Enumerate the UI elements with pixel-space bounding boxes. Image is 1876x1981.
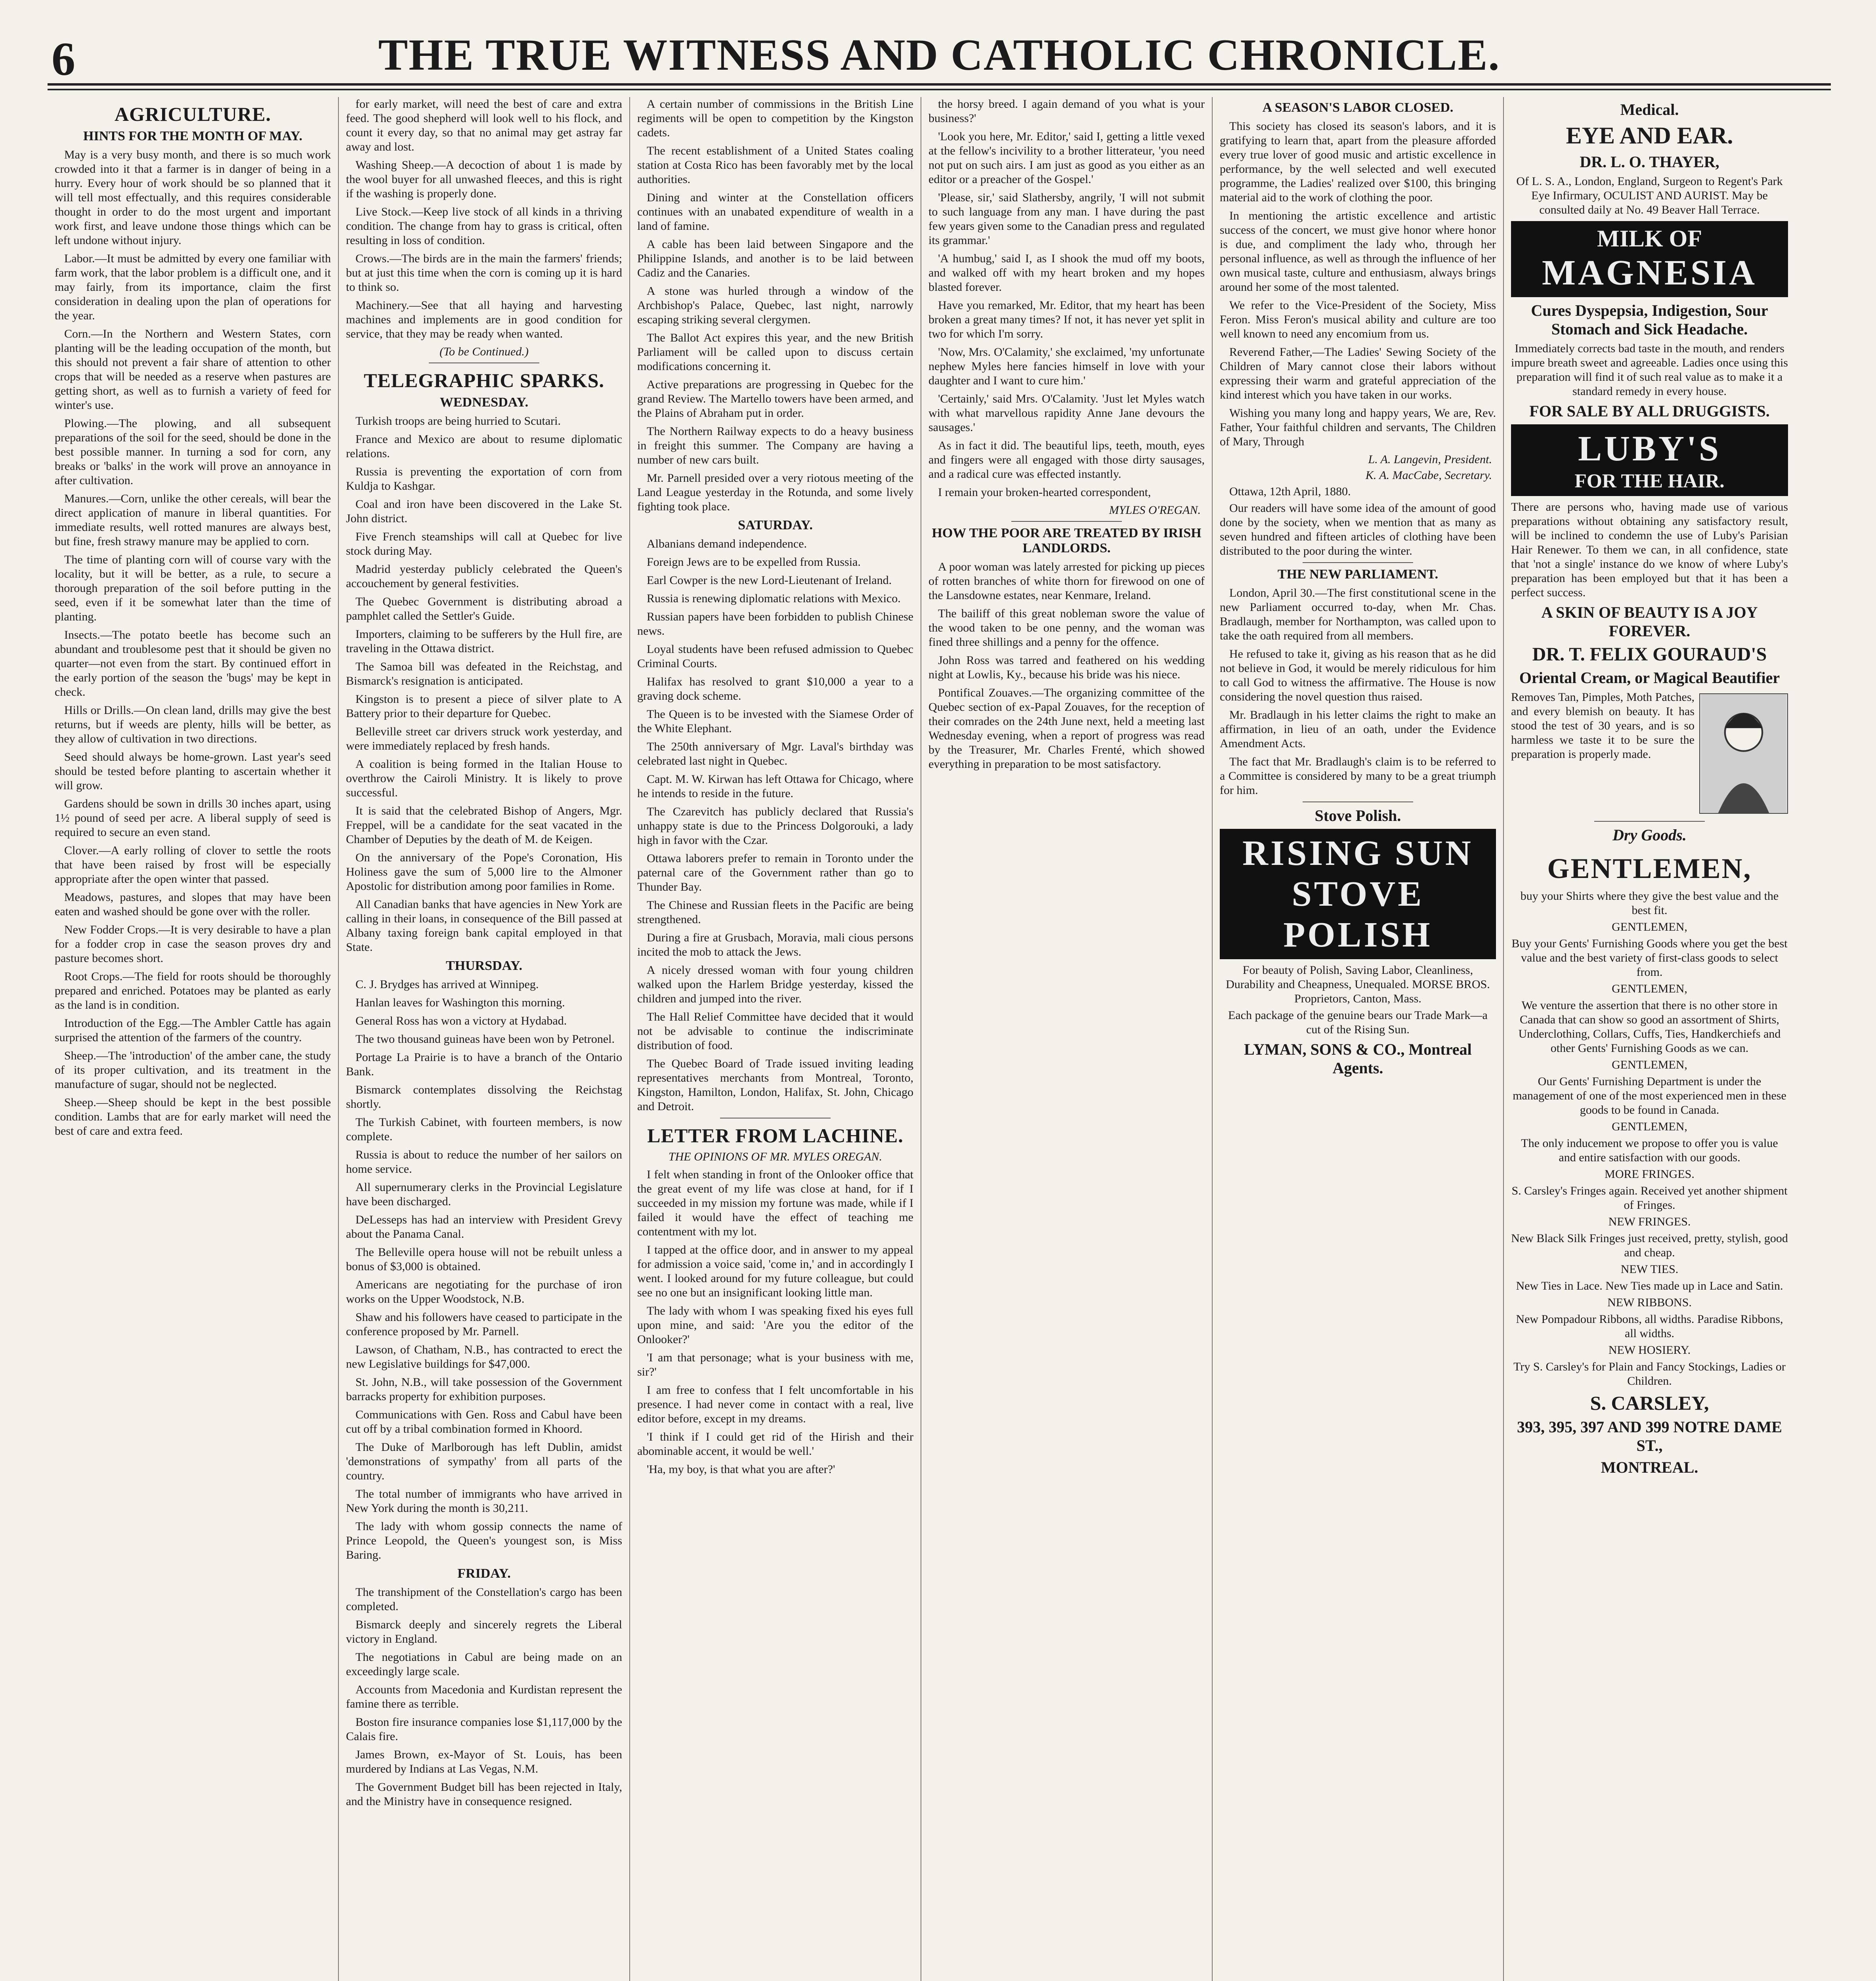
- paragraph: I am free to confess that I felt uncomfortable in his presence. I had never come in contact with a real, live editor before, except in my dreams.: [637, 1384, 913, 1425]
- news-item: Russia is renewing diplomatic relations with Mexico.: [647, 592, 901, 605]
- ad-line: S. Carsley's Fringes again. Received yet another shipment of Fringes.: [1511, 1184, 1788, 1212]
- news-item: Lawson, of Chatham, N.B., has contracted to erect the new Legislative buildings for $47,000.: [346, 1343, 622, 1370]
- paragraph: The time of planting corn will of course vary with the locality, but it will be better, as a rule, to secure a thorough preparation of the soil before putting in the seed, even if it be somewhat later than the time of planting.: [55, 553, 331, 623]
- paragraph: Wishing you many long and happy years, We are, Rev. Father, Your faithful children and servants, The Children of Mary, Through: [1220, 407, 1496, 448]
- season-text: [1220, 119, 1496, 449]
- beauty-heading: A SKIN OF BEAUTY IS A JOY FOREVER.: [1541, 603, 1758, 640]
- carsley-items: [1511, 1167, 1788, 1388]
- paragraph: Root Crops.—The field for roots should be thoroughly prepared and enriched. Potatoes may be planted as early as the land is in condition.: [55, 970, 331, 1011]
- letter-continued-text: [928, 97, 1205, 500]
- news-item: Importers, claiming to be sufferers by the Hull fire, are traveling in the Ottawa district.: [346, 628, 622, 655]
- news-item: The Quebec Government is distributing abroad a pamphlet called the Settler's Guide.: [346, 595, 622, 622]
- parliament-text: [1220, 586, 1496, 798]
- news-item: Shaw and his followers have ceased to participate in the conference proposed by Mr. Parnell.: [346, 1311, 622, 1338]
- paragraph: New Fodder Crops.—It is very desirable to have a plan for a fodder crop in case the season proves dry and pasture becomes short.: [55, 923, 331, 965]
- column-agriculture: [48, 97, 339, 1981]
- column-season-parliament: [1213, 97, 1504, 1981]
- hints-subheading: HINTS FOR THE MONTH OF MAY.: [83, 129, 302, 143]
- news-item: General Ross has won a victory at Hydabad.: [355, 1014, 567, 1027]
- news-item: Earl Cowper is the new Lord-Lieutenant of Ireland.: [647, 574, 892, 587]
- lubys-subtitle: FOR THE HAIR.: [1574, 469, 1725, 492]
- telegraphic-heading: TELEGRAPHIC SPARKS.: [363, 369, 605, 391]
- wednesday-label: WEDNESDAY.: [439, 395, 529, 410]
- stove-polish-title: STOVE POLISH: [1283, 874, 1433, 954]
- news-item: Bismarck deeply and sincerely regrets the Liberal victory in England.: [346, 1618, 622, 1645]
- letter-heading: LETTER FROM LACHINE.: [647, 1124, 904, 1147]
- news-item: All Canadian banks that have agencies in New York are calling in their loans, in consequence of the Bill passed at Albany taxing foreign bank capital employed in that State.: [346, 898, 622, 954]
- ad-line: NEW FRINGES.: [1608, 1215, 1691, 1228]
- paragraph: Seed should always be home-grown. Last year's seed should be tested before planting to ascertain whether it will grow.: [55, 750, 331, 792]
- magnesia-title-1: MILK OF: [1597, 225, 1702, 252]
- ad-line: NEW TIES.: [1620, 1263, 1679, 1276]
- news-item: The Hall Relief Committee have decided that it would not be advisable to continue the indiscriminate distribution of food.: [637, 1010, 913, 1052]
- magnesia-text: Immediately corrects bad taste in the mouth, and renders impure breath sweet and agreeable. Ladies once using this preparation will find it of such real value as to make it a standard remedy in every house.: [1511, 342, 1788, 398]
- ad-line: We venture the assertion that there is no other store in Canada that can show so good an assortment of Shirts, Underclothing, Collars, Cuffs, Ties, Handkerchiefs and other Gents' Furnishing Goods as we can.: [1518, 999, 1781, 1055]
- news-item: Portage La Prairie is to have a branch of the Ontario Bank.: [346, 1051, 622, 1078]
- magnesia-cures: Cures Dyspepsia, Indigestion, Sour Stomach and Sick Headache.: [1531, 302, 1768, 338]
- news-item: A nicely dressed woman with four young children walked upon the Harlem Bridge yesterday, kissed the children and jumped into the river.: [637, 964, 913, 1005]
- news-item: Communications with Gen. Ross and Cabul have been cut off by a tribal combination formed in Khoord.: [346, 1408, 622, 1435]
- news-item: Hanlan leaves for Washington this morning.: [355, 996, 565, 1009]
- paragraph: Washing Sheep.—A decoction of about 1 is made by the wool buyer for all unwashed fleeces, and this is right if the washing is properly done.: [346, 158, 622, 200]
- news-item: Belleville street car drivers struck work yesterday, and were immediately replaced by fresh hands.: [346, 725, 622, 752]
- paragraph: Manures.—Corn, unlike the other cereals, will bear the direct application of manure in liberal quantities. For immediate results, well rotted manures are always best, but fine, fresh strawy manure may be applied to corn.: [55, 492, 331, 548]
- news-item: Russian papers have been forbidden to publish Chinese news.: [637, 610, 913, 637]
- gentlemen-heading: GENTLEMEN,: [1547, 853, 1752, 884]
- news-item: Foreign Jews are to be expelled from Russia.: [647, 555, 861, 569]
- paragraph: Labor.—It must be admitted by every one familiar with farm work, that the labor problem is a difficult one, and it may fairly, from its importance, claim the first consideration in dealing upon the plan of operations for the year.: [55, 252, 331, 322]
- stove-polish-trademark: Each package of the genuine bears our Trade Mark—a cut of the Rising Sun.: [1228, 1009, 1488, 1036]
- paragraph: London, April 30.—The first constitutional scene in the new Parliament occurred to-day, when Mr. Chas. Bradlaugh, member for Northampton, was called upon to take the oath required from all members.: [1220, 586, 1496, 642]
- signature: MYLES O'REGAN.: [1109, 504, 1201, 517]
- thursday-items: [346, 977, 622, 1562]
- news-item: Russia is about to reduce the number of her sailors on home service.: [346, 1148, 622, 1176]
- stove-polish-agents: LYMAN, SONS & CO., Montreal Agents.: [1244, 1040, 1472, 1077]
- ad-line: Try S. Carsley's for Plain and Fancy Stockings, Ladies or Children.: [1513, 1360, 1786, 1387]
- news-item: The Turkish Cabinet, with fourteen members, is now complete.: [346, 1116, 622, 1143]
- ad-line: The only inducement we propose to offer you is value and entire satisfaction with our goods.: [1521, 1137, 1778, 1164]
- paragraph: Live Stock.—Keep live stock of all kinds in a thriving condition. The change from hay to grass is critical, often resulting in loss of condition.: [346, 205, 622, 247]
- news-item: Five French steamships will call at Quebec for live stock during May.: [346, 530, 622, 557]
- news-item: France and Mexico are about to resume diplomatic relations.: [346, 433, 622, 460]
- agriculture-text: [55, 148, 331, 1138]
- page-number: 6: [52, 32, 75, 85]
- friday-items: [346, 1585, 622, 1809]
- news-item: The Chinese and Russian fleets in the Pacific are being strengthened.: [637, 899, 913, 926]
- woman-portrait-image: [1699, 693, 1788, 814]
- wednesday-items: [346, 414, 622, 954]
- column-letter-landlords: [921, 97, 1213, 1981]
- news-item: Albanians demand independence.: [647, 537, 807, 550]
- saturday-items: [637, 537, 913, 1114]
- paragraph: Meadows, pastures, and slopes that may have been eaten and washed should be gone over with the roller.: [55, 891, 331, 918]
- landlords-heading: HOW THE POOR ARE TREATED BY IRISH LANDLORDS.: [932, 526, 1202, 555]
- news-item: The two thousand guineas have been won by Petronel.: [355, 1032, 615, 1046]
- ad-line: GENTLEMEN,: [1612, 982, 1687, 995]
- gouraud-name: DR. T. FELIX GOURAUD'S: [1532, 644, 1767, 665]
- ad-line: Buy your Gents' Furnishing Goods where you get the best value and the best variety of first-class goods to select from.: [1511, 937, 1788, 979]
- news-item: The Belleville opera house will not be rebuilt unless a bonus of $3,000 is obtained.: [346, 1246, 622, 1273]
- paragraph: Sheep.—Sheep should be kept in the best possible condition. Lambs that are for early market will need the best of care and extra feed.: [55, 1096, 331, 1137]
- carsley-address: 393, 395, 397 AND 399 NOTRE DAME ST.,: [1517, 1418, 1782, 1454]
- friday-label: FRIDAY.: [457, 1566, 511, 1581]
- paragraph: Machinery.—See that all haying and harvesting machines and implements are in good condition for service, that they may be ready when wanted.: [346, 299, 622, 340]
- news-item: Kingston is to present a piece of silver plate to A Battery prior to their departure for Quebec.: [346, 693, 622, 720]
- news-item: St. John, N.B., will take possession of the Government barracks property for exhibition purposes.: [346, 1376, 622, 1403]
- lubys-title: LUBY'S: [1578, 429, 1721, 468]
- news-item: DeLesseps has had an interview with President Grevy about the Panama Canal.: [346, 1213, 622, 1241]
- paragraph: John Ross was tarred and feathered on his wedding night at Lowlis, Ky., because his bride was his niece.: [928, 654, 1205, 681]
- ad-line: MORE FRINGES.: [1605, 1168, 1695, 1181]
- doctor-name: DR. L. O. THAYER,: [1580, 153, 1719, 171]
- news-item: The transhipment of the Constellation's cargo has been completed.: [346, 1586, 622, 1613]
- paragraph: 'Ha, my boy, is that what you are after?': [647, 1463, 835, 1476]
- news-item: James Brown, ex-Mayor of St. Louis, has been murdered by Indians at Las Vegas, N.M.: [346, 1748, 622, 1775]
- paragraph: Sheep.—The 'introduction' of the amber cane, the study of its proper cultivation, and its treatment in the manufacture of sugar, should not be neglected.: [55, 1049, 331, 1091]
- letter-date: Ottawa, 12th April, 1880.: [1229, 485, 1351, 498]
- rising-sun-ad: [1220, 829, 1496, 959]
- paragraph: for early market, will need the best of care and extra feed. The good shepherd will look well to his flock, and count it every day, so that no animal may get astray far away and lost.: [346, 97, 622, 153]
- eye-ear-heading: EYE AND EAR.: [1566, 122, 1733, 149]
- paragraph: Insects.—The potato beetle has become such an abundant and troublesome pest that it should be given no quarter—not even from the start. By continued effort in the early portion of the season the 'bugs' may be kept in check.: [55, 628, 331, 699]
- oriental-cream: Oriental Cream, or Magical Beautifier: [1519, 669, 1780, 687]
- column-telegraphic: [339, 97, 630, 1981]
- news-item: Dining and winter at the Constellation officers continues with an unabated expenditure of wealth in a land of famine.: [637, 191, 913, 233]
- paragraph: Crows.—The birds are in the main the farmers' friends; but at just this time when the corn is coming up it is hard to think so.: [346, 252, 622, 294]
- paragraph: Mr. Bradlaugh in his letter claims the right to make an affirmation, in lieu of an oath, under the Evidence Amendment Acts.: [1220, 708, 1496, 750]
- divider: [1594, 821, 1705, 822]
- news-item: The 250th anniversary of Mgr. Laval's birthday was celebrated last night in Quebec.: [637, 740, 913, 767]
- paragraph: The bailiff of this great nobleman swore the value of the wood taken to be one penny, and the woman was fined three shillings and a penny for the offence.: [928, 607, 1205, 649]
- news-item: Turkish troops are being hurried to Scutari.: [355, 414, 561, 427]
- paragraph: 'I think if I could get rid of the Hirish and their abominable accent, it would be well.': [637, 1430, 913, 1458]
- paragraph: 'Certainly,' said Mrs. O'Calamity. 'Just let Myles watch with what marvellous rapidity Anne Jane devours the sausages.': [928, 392, 1205, 434]
- paragraph: In mentioning the artistic excellence and artistic success of the concert, we must give honor where honor is due, and compliment the lady who, through her personal influence, as well as through the influence of her own musical taste, culture and enthusiasm, always brings around her some of the most talented.: [1220, 209, 1496, 294]
- paragraph: I remain your broken-hearted correspondent,: [938, 486, 1151, 499]
- ad-line: New Ties in Lace. New Ties made up in Lace and Satin.: [1516, 1279, 1783, 1292]
- news-item: Russia is preventing the exportation of corn from Kuldja to Kashgar.: [346, 465, 622, 492]
- news-item: Mr. Parnell presided over a very riotous meeting of the Land League yesterday in the Rotunda, and some lively fighting took place.: [637, 471, 913, 513]
- news-item: Madrid yesterday publicly celebrated the Queen's accouchement by general festivities.: [346, 563, 622, 590]
- beauty-text: Removes Tan, Pimples, Moth Patches, and every blemish on beauty. It has stood the test of 30 years, and is so harmless we taste it to be sure the preparation is properly made.: [1511, 691, 1695, 761]
- paragraph: Plowing.—The plowing, and all subsequent preparations of the soil for the seed, should be done in the best possible manner. In turning a sod for corn, any breaks or 'balks' in the work will prove an annoyance in after cultivation.: [55, 417, 331, 487]
- paragraph: Introduction of the Egg.—The Ambler Cattle has again surprised the attention of the farmers of the country.: [55, 1017, 331, 1044]
- paragraph: As in fact it did. The beautiful lips, teeth, mouth, eyes and fingers were all engaged with those dirty sausages, and a radical cure was effected instantly.: [928, 439, 1205, 481]
- magnesia-ad: [1511, 221, 1788, 297]
- letter-text: [637, 1168, 913, 1477]
- paragraph: Reverend Father,—The Ladies' Sewing Society of the Children of Mary cannot close their labors without expressing their warm and grateful appreciation of the kind interest which you have taken in our works.: [1220, 345, 1496, 401]
- news-item: Coal and iron have been discovered in the Lake St. John district.: [346, 498, 622, 525]
- paragraph: I felt when standing in front of the Onlooker office that the great event of my life was close at hand, for if I succeeded in my mission my fortune was made, while if I failed it would have the effect of teaching me contentment with my lot.: [637, 1168, 913, 1238]
- news-item: The Northern Railway expects to do a heavy business in freight this summer. The Company are having a number of new cars built.: [637, 425, 913, 466]
- paragraph: We refer to the Vice-President of the Society, Miss Feron. Miss Feron's musical ability and culture are too well known to need any encomium from us.: [1220, 299, 1496, 340]
- doctor-text: Of L. S. A., London, England, Surgeon to Regent's Park Eye Infirmary, OCULIST AND AURIST. May be consulted daily at No. 49 Beaver Hall Terrace.: [1516, 175, 1783, 216]
- paragraph: 'A humbug,' said I, as I shook the mud off my boots, and walked off with my heart broken and my hopes blasted forever.: [928, 252, 1205, 294]
- newspaper-page: [48, 16, 1831, 1981]
- news-item: Ottawa laborers prefer to remain in Toronto under the paternal care of the Government rather than go to Thunder Bay.: [637, 852, 913, 893]
- paragraph: Have you remarked, Mr. Editor, that my heart has been broken a great many times? If not, it has never yet split in two for which I'm sorry.: [928, 299, 1205, 340]
- divider: [1303, 562, 1413, 563]
- news-item: The total number of immigrants who have arrived in New York during the month is 30,211.: [346, 1487, 622, 1515]
- carsley-name: S. CARSLEY,: [1590, 1392, 1709, 1414]
- divider: [1011, 521, 1122, 522]
- news-item: The Czarevitch has publicly declared that Russia's unhappy state is due to the Princess Dolgorouki, a lady high in favor with the Czar.: [637, 805, 913, 847]
- paragraph: The fact that Mr. Bradlaugh's claim is to be referred to a Committee is considered by many to be a great triumph for him.: [1220, 755, 1496, 797]
- gentlemen-text: [1511, 889, 1788, 1165]
- column-news-letter: [630, 97, 921, 1981]
- paragraph: I tapped at the office door, and in answer to my appeal for admission a voice said, 'come in,' and in accordingly I went. I looked around for my future colleague, but could see no one but an insignificant looking little man.: [637, 1243, 913, 1299]
- news-item: A coalition is being formed in the Italian House to overthrow the Cairoli Ministry. It is likely to prove successful.: [346, 758, 622, 799]
- paragraph: 'Please, sir,' said Slathersby, angrily, 'I will not submit to such language from any man. I have during the past few years given some to the Canadian press and regulated its grammar.': [928, 191, 1205, 247]
- news-item: A certain number of commissions in the British Line regiments will be open to competition by the Kingston cadets.: [637, 97, 913, 139]
- news-item: Active preparations are progressing in Quebec for the grand Review. The Martello towers have been armed, and the Plains of Abraham put in order.: [637, 378, 913, 420]
- columns: [48, 97, 1831, 1981]
- to-be-continued: (To be Continued.): [439, 345, 529, 358]
- ad-line: Our Gents' Furnishing Department is under the management of one of the most experienced men in these goods to be found in Canada.: [1513, 1075, 1786, 1116]
- news-item: Halifax has resolved to grant $10,000 a year to a graving dock scheme.: [637, 675, 913, 702]
- thursday-label: THURSDAY.: [445, 958, 523, 973]
- news-item: Loyal students have been refused admission to Quebec Criminal Courts.: [637, 643, 913, 670]
- masthead-bar: [48, 16, 1831, 86]
- magnesia-title-2: MAGNESIA: [1542, 253, 1758, 292]
- medical-heading: Medical.: [1620, 101, 1679, 118]
- masthead-title: THE TRUE WITNESS AND CATHOLIC CHRONICLE.: [378, 31, 1500, 80]
- druggists-sale: FOR SALE BY ALL DRUGGISTS.: [1529, 402, 1770, 420]
- signer-secretary: K. A. MacCabe, Secretary.: [1365, 469, 1492, 482]
- ad-line: buy your Shirts where they give the best value and the best fit.: [1520, 889, 1779, 917]
- signer-president: L. A. Langevin, President.: [1368, 453, 1492, 466]
- news-item: Capt. M. W. Kirwan has left Ottawa for Chicago, where he intends to reside in the future.: [637, 773, 913, 800]
- paragraph: Gardens should be sown in drills 30 inches apart, using 1½ pound of seed per acre. A liberal supply of seed is required to secure an even stand.: [55, 797, 331, 839]
- news-item: Americans are negotiating for the purchase of iron works on the Upper Woodstock, N.B.: [346, 1278, 622, 1305]
- news-item: The negotiations in Cabul are being made on an exceedingly large scale.: [346, 1651, 622, 1678]
- news-item: A cable has been laid between Singapore and the Philippine Islands, and another is to be laid between Cadiz and the Canaries.: [637, 238, 913, 279]
- stove-polish-heading: Stove Polish.: [1314, 807, 1401, 824]
- paragraph: Clover.—A early rolling of clover to settle the roots that have been raised by frost will be especially appropriate after the open winter that passed.: [55, 844, 331, 886]
- news-item: Bismarck contemplates dissolving the Reichstag shortly.: [346, 1083, 622, 1111]
- ad-line: NEW RIBBONS.: [1607, 1296, 1692, 1309]
- paragraph: 'I am that personage; what is your business with me, sir?': [637, 1351, 913, 1378]
- news-item: The lady with whom gossip connects the name of Prince Leopold, the Queen's youngest son, is Miss Baring.: [346, 1520, 622, 1561]
- paragraph: Corn.—In the Northern and Western States, corn planting will be the leading occupation of the month, but this should not prevent a fair share of attention to other crops that will be needed as a reserve when pastures are getting short, as well as to furnish a variety of feed for winter's use.: [55, 327, 331, 412]
- news-item: The Duke of Marlborough has left Dublin, amidst 'demonstrations of sympathy' from all parts of the country.: [346, 1441, 622, 1482]
- season-heading: A SEASON'S LABOR CLOSED.: [1262, 100, 1454, 115]
- news-item: The recent establishment of a United States coaling station at Costa Rico has been favorably met by the local authorities.: [637, 144, 913, 186]
- saturday-label: SATURDAY.: [738, 518, 813, 532]
- news-item: A stone was hurled through a window of the Archbishop's Palace, Quebec, last night, narrowly escaping striking several clergymen.: [637, 284, 913, 326]
- lubys-text: There are persons who, having made use of various preparations without obtaining any satisfactory result, will be inclined to condemn the use of Luby's Parisian Hair Renewer. To them we can, in all confidence, state that 'not a single' instance do we know of where Luby's preparation has been employed but that it has been a perfect success.: [1511, 500, 1788, 599]
- news-item: The Ballot Act expires this year, and the new British Parliament will be called upon to discuss certain modifications concerning it.: [637, 331, 913, 373]
- after-letter-text: Our readers will have some idea of the amount of good done by the society, when we mention that as many as seven hundred and fifteen articles of clothing have been distributed to the poor during the winter.: [1220, 502, 1496, 557]
- ad-line: New Black Silk Fringes just received, pretty, stylish, good and cheap.: [1511, 1232, 1788, 1259]
- carsley-city: MONTREAL.: [1601, 1458, 1698, 1476]
- news-item: The Samoa bill was defeated in the Reichstag, and Bismarck's resignation is anticipated.: [346, 660, 622, 687]
- paragraph: This society has closed its season's labors, and it is gratifying to learn that, apart from the pleasure afforded every true lover of good music and artistic excellence in performance, by the well selected and well executed programme, the Ladies' realized over $100, this bringing material aid to the work of clothing the poor.: [1220, 120, 1496, 204]
- news-item: The Government Budget bill has been rejected in Italy, and the Ministry have in consequence resigned.: [346, 1781, 622, 1808]
- letter-subheading: THE OPINIONS OF MR. MYLES OREGAN.: [668, 1150, 883, 1163]
- paragraph: 'Now, Mrs. O'Calamity,' she exclaimed, 'my unfortunate nephew Myles here fancies himself in love with your daughter and I want to cure him.': [928, 345, 1205, 387]
- ad-line: GENTLEMEN,: [1612, 920, 1687, 933]
- paragraph: 'Look you here, Mr. Editor,' said I, getting a little vexed at the fellow's incivility to a brother litterateur, 'you need not put on such airs. I am just as good as you either as an editor or a preacher of the Gospel.': [928, 130, 1205, 186]
- news-item: Boston fire insurance companies lose $1,117,000 by the Calais fire.: [346, 1716, 622, 1743]
- news-item: The Queen is to be invested with the Siamese Order of the White Elephant.: [637, 708, 913, 735]
- news-item: During a fire at Grusbach, Moravia, mali cious persons incited the mob to attack the Jews.: [637, 931, 913, 958]
- ad-line: New Pompadour Ribbons, all widths. Paradise Ribbons, all widths.: [1516, 1313, 1783, 1340]
- news-item: C. J. Brydges has arrived at Winnipeg.: [355, 978, 539, 991]
- paragraph: He refused to take it, giving as his reason that as he did not believe in God, it would be merely ridiculous for him to call God to witness the affirmative. The House is now considering the novel question thus raised.: [1220, 647, 1496, 703]
- portrait-illustration: [1700, 694, 1787, 813]
- agriculture-continued-text: [346, 97, 622, 341]
- news-item: All supernumerary clerks in the Provincial Legislature have been discharged.: [346, 1181, 622, 1208]
- ad-line: NEW HOSIERY.: [1608, 1344, 1691, 1357]
- paragraph: Pontifical Zouaves.—The organizing committee of the Quebec section of ex-Papal Zouaves, for the reception of their comrades on the 24th June next, held a meeting last Wednesday evening, when a report of progress was read by the Treasurer, Mr. Charles Frenté, which showed everything in preparation to be most satisfactory.: [928, 686, 1205, 771]
- paragraph: The lady with whom I was speaking fixed his eyes full upon mine, and said: 'Are you the editor of the Onlooker?': [637, 1304, 913, 1346]
- stove-polish-text: For beauty of Polish, Saving Labor, Cleanliness, Durability and Cheapness, Unequaled. MORSE BROS. Proprietors, Canton, Mass.: [1226, 964, 1490, 1005]
- landlords-text: [928, 560, 1205, 771]
- news-item: The Quebec Board of Trade issued inviting leading representatives merchants from Montreal, Toronto, Kingston, Hamilton, London, Halifax, St. John, Chicago and Detroit.: [637, 1057, 913, 1113]
- paragraph: A poor woman was lately arrested for picking up pieces of rotten branches of white thorn for firewood on one of the Lansdowne estates, near Kenmare, Ireland.: [928, 560, 1205, 602]
- ad-line: GENTLEMEN,: [1612, 1120, 1687, 1133]
- news-item: It is said that the celebrated Bishop of Angers, Mgr. Freppel, will be a candidate for the seat vacated in the Chamber of Deputies by the death of M. de Keigen.: [346, 804, 622, 846]
- dry-goods-heading: Dry Goods.: [1612, 826, 1687, 844]
- agriculture-heading: AGRICULTURE.: [115, 103, 271, 125]
- column-advertisements: [1504, 97, 1795, 1981]
- paragraph: May is a very busy month, and there is so much work crowded into it that a farmer is in danger of being in a hurry. Every hour of work should be so planned that it will tell most effectually, and this requires considerable thought in order to do the most urgent and important work first, and leave undone those things which can be left undone without injury.: [55, 148, 331, 247]
- ad-line: GENTLEMEN,: [1612, 1058, 1687, 1071]
- paragraph: Hills or Drills.—On clean land, drills may give the best returns, but if weeds are plenty, hills will be better, as they allow of cultivation in two directions.: [55, 704, 331, 745]
- lubys-ad: [1511, 424, 1788, 496]
- news-items: [637, 97, 913, 514]
- news-item: On the anniversary of the Pope's Coronation, His Holiness gave the sum of 5,000 lire to the Almoner Apostolic for distribution among poor families in Rome.: [346, 851, 622, 893]
- paragraph: the horsy breed. I again demand of you what is your business?': [928, 97, 1205, 125]
- news-item: Accounts from Macedonia and Kurdistan represent the famine there as terrible.: [346, 1683, 622, 1710]
- parliament-heading: THE NEW PARLIAMENT.: [1277, 567, 1439, 582]
- rising-sun-title: RISING SUN: [1242, 834, 1473, 873]
- masthead-rule: [48, 89, 1831, 90]
